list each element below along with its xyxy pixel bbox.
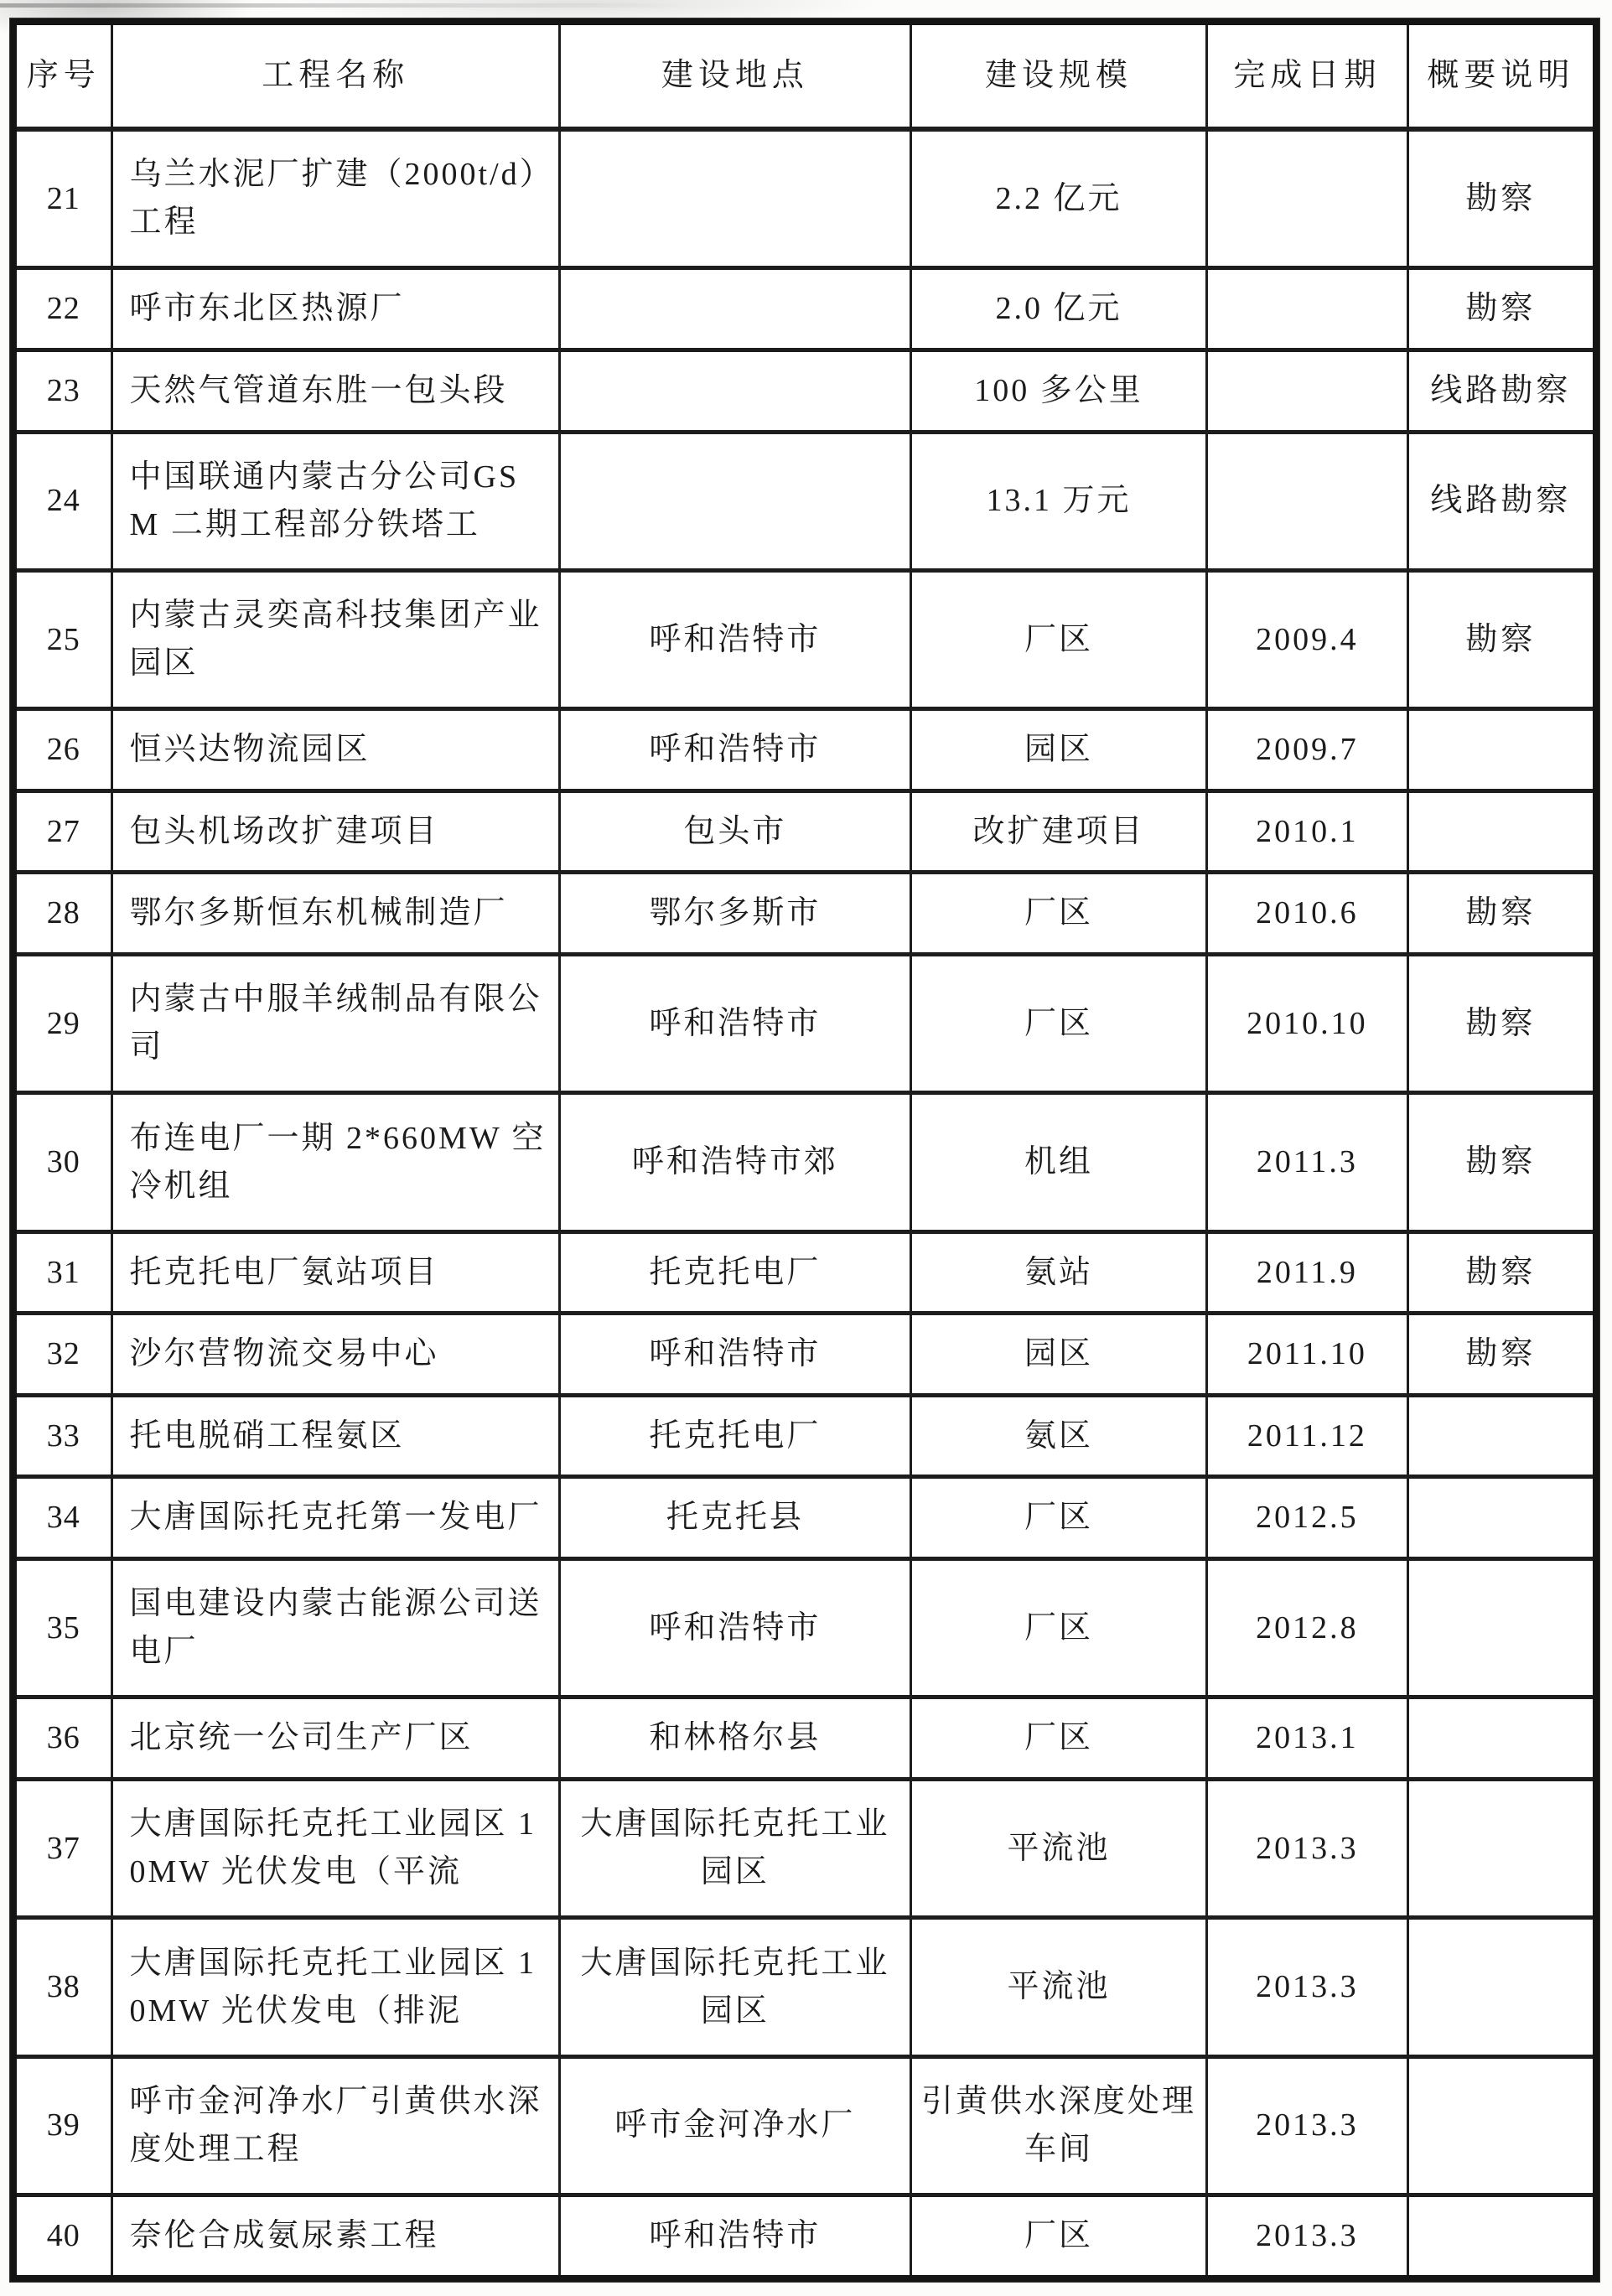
cell-date: 2012.8	[1207, 1559, 1408, 1697]
cell-name: 托克托电厂氨站项目	[111, 1231, 559, 1314]
scan-edge-artifact	[0, 3, 687, 8]
cell-scale: 氨区	[910, 1395, 1206, 1477]
cell-no: 34	[13, 1477, 111, 1559]
cell-scale: 引黄供水深度处理车间	[910, 2056, 1206, 2195]
cell-scale: 厂区	[910, 955, 1206, 1093]
cell-name: 大唐国际托克托工业园区 10MW 光伏发电（平流	[111, 1779, 559, 1917]
cell-location: 呼和浩特市	[559, 1559, 910, 1697]
cell-note	[1407, 2056, 1596, 2195]
cell-scale: 园区	[910, 709, 1206, 791]
header-row	[13, 22, 1596, 129]
cell-location: 呼市金河净水厂	[559, 2056, 910, 2195]
cell-scale: 园区	[910, 1314, 1206, 1396]
cell-no: 21	[13, 129, 111, 268]
cell-note: 勘察	[1407, 1231, 1596, 1314]
table-row	[13, 1395, 1596, 1477]
cell-date: 2013.3	[1207, 1918, 1408, 2056]
cell-location	[559, 268, 910, 350]
cell-no: 40	[13, 2195, 111, 2278]
cell-note: 勘察	[1407, 873, 1596, 955]
cell-date: 2013.3	[1207, 1779, 1408, 1917]
cell-no: 27	[13, 790, 111, 873]
cell-date: 2013.1	[1207, 1697, 1408, 1780]
cell-location: 大唐国际托克托工业园区	[559, 1918, 910, 2056]
cell-location: 和林格尔县	[559, 1697, 910, 1780]
cell-date	[1207, 129, 1408, 268]
cell-location	[559, 129, 910, 268]
cell-scale: 机组	[910, 1093, 1206, 1231]
cell-note	[1407, 1559, 1596, 1697]
cell-name: 国电建设内蒙古能源公司送电厂	[111, 1559, 559, 1697]
cell-name: 包头机场改扩建项目	[111, 790, 559, 873]
cell-name: 天然气管道东胜一包头段	[111, 350, 559, 433]
column-header-no: 序号	[13, 22, 111, 129]
table-header	[13, 22, 1596, 129]
cell-date: 2009.7	[1207, 709, 1408, 791]
cell-location: 呼和浩特市	[559, 955, 910, 1093]
cell-note	[1407, 709, 1596, 791]
cell-no: 29	[13, 955, 111, 1093]
table-row	[13, 2056, 1596, 2195]
cell-date: 2012.5	[1207, 1477, 1408, 1559]
cell-note: 勘察	[1407, 570, 1596, 708]
cell-name: 中国联通内蒙古分公司GSM 二期工程部分铁塔工	[111, 432, 559, 570]
table-body	[13, 129, 1596, 2278]
cell-note: 线路勘察	[1407, 350, 1596, 433]
cell-note	[1407, 1918, 1596, 2056]
table-row	[13, 350, 1596, 433]
cell-no: 26	[13, 709, 111, 791]
cell-no: 35	[13, 1559, 111, 1697]
cell-note	[1407, 1779, 1596, 1917]
cell-location: 托克托电厂	[559, 1231, 910, 1314]
cell-location: 呼和浩特市	[559, 709, 910, 791]
table-row	[13, 1231, 1596, 1314]
cell-note	[1407, 1395, 1596, 1477]
cell-no: 37	[13, 1779, 111, 1917]
cell-date: 2011.10	[1207, 1314, 1408, 1396]
cell-date	[1207, 350, 1408, 433]
cell-date: 2009.4	[1207, 570, 1408, 708]
cell-scale: 氨站	[910, 1231, 1206, 1314]
cell-no: 28	[13, 873, 111, 955]
cell-no: 24	[13, 432, 111, 570]
cell-scale: 13.1 万元	[910, 432, 1206, 570]
column-header-note: 概要说明	[1407, 22, 1596, 129]
table-row	[13, 2195, 1596, 2278]
table-row	[13, 955, 1596, 1093]
cell-no: 36	[13, 1697, 111, 1780]
cell-name: 奈伦合成氨尿素工程	[111, 2195, 559, 2278]
cell-name: 呼市东北区热源厂	[111, 268, 559, 350]
cell-location: 托克托电厂	[559, 1395, 910, 1477]
cell-no: 22	[13, 268, 111, 350]
column-header-date: 完成日期	[1207, 22, 1408, 129]
cell-location: 呼和浩特市郊	[559, 1093, 910, 1231]
cell-location: 包头市	[559, 790, 910, 873]
table-row	[13, 129, 1596, 268]
cell-scale: 100 多公里	[910, 350, 1206, 433]
cell-no: 39	[13, 2056, 111, 2195]
cell-name: 北京统一公司生产厂区	[111, 1697, 559, 1780]
cell-note	[1407, 2195, 1596, 2278]
cell-note: 勘察	[1407, 129, 1596, 268]
cell-date	[1207, 432, 1408, 570]
table-row	[13, 709, 1596, 791]
cell-note: 勘察	[1407, 1314, 1596, 1396]
cell-name: 乌兰水泥厂扩建（2000t/d）工程	[111, 129, 559, 268]
cell-no: 38	[13, 1918, 111, 2056]
table-row	[13, 873, 1596, 955]
cell-scale: 2.2 亿元	[910, 129, 1206, 268]
cell-location: 托克托县	[559, 1477, 910, 1559]
cell-date: 2010.1	[1207, 790, 1408, 873]
cell-name: 恒兴达物流园区	[111, 709, 559, 791]
cell-scale: 厂区	[910, 2195, 1206, 2278]
cell-location: 呼和浩特市	[559, 570, 910, 708]
cell-scale: 改扩建项目	[910, 790, 1206, 873]
table-row	[13, 268, 1596, 350]
table-row	[13, 1314, 1596, 1396]
cell-date: 2011.9	[1207, 1231, 1408, 1314]
table-row	[13, 432, 1596, 570]
cell-name: 布连电厂一期 2*660MW 空冷机组	[111, 1093, 559, 1231]
cell-note: 线路勘察	[1407, 432, 1596, 570]
cell-note: 勘察	[1407, 1093, 1596, 1231]
table-row	[13, 1477, 1596, 1559]
column-header-name: 工程名称	[111, 22, 559, 129]
table-row	[13, 1093, 1596, 1231]
table-row	[13, 790, 1596, 873]
cell-scale: 平流池	[910, 1918, 1206, 2056]
cell-location: 鄂尔多斯市	[559, 873, 910, 955]
cell-scale: 厂区	[910, 1697, 1206, 1780]
cell-location	[559, 432, 910, 570]
cell-no: 31	[13, 1231, 111, 1314]
table-row	[13, 1918, 1596, 2056]
cell-name: 呼市金河净水厂引黄供水深度处理工程	[111, 2056, 559, 2195]
cell-name: 鄂尔多斯恒东机械制造厂	[111, 873, 559, 955]
cell-name: 沙尔营物流交易中心	[111, 1314, 559, 1396]
cell-note: 勘察	[1407, 268, 1596, 350]
cell-no: 25	[13, 570, 111, 708]
cell-date: 2013.3	[1207, 2056, 1408, 2195]
cell-date: 2013.3	[1207, 2195, 1408, 2278]
cell-location: 大唐国际托克托工业园区	[559, 1779, 910, 1917]
cell-no: 33	[13, 1395, 111, 1477]
cell-scale: 2.0 亿元	[910, 268, 1206, 350]
cell-no: 23	[13, 350, 111, 433]
cell-scale: 厂区	[910, 873, 1206, 955]
column-header-location: 建设地点	[559, 22, 910, 129]
cell-name: 内蒙古中服羊绒制品有限公司	[111, 955, 559, 1093]
cell-note	[1407, 790, 1596, 873]
cell-date: 2010.6	[1207, 873, 1408, 955]
table-row	[13, 1779, 1596, 1917]
table-row	[13, 1559, 1596, 1697]
cell-note	[1407, 1477, 1596, 1559]
cell-no: 32	[13, 1314, 111, 1396]
cell-location: 呼和浩特市	[559, 2195, 910, 2278]
cell-name: 内蒙古灵奕高科技集团产业园区	[111, 570, 559, 708]
cell-scale: 厂区	[910, 1559, 1206, 1697]
cell-name: 大唐国际托克托工业园区 10MW 光伏发电（排泥	[111, 1918, 559, 2056]
cell-scale: 厂区	[910, 570, 1206, 708]
cell-scale: 厂区	[910, 1477, 1206, 1559]
cell-date: 2011.12	[1207, 1395, 1408, 1477]
cell-name: 托电脱硝工程氨区	[111, 1395, 559, 1477]
cell-name: 大唐国际托克托第一发电厂	[111, 1477, 559, 1559]
cell-scale: 平流池	[910, 1779, 1206, 1917]
cell-location: 呼和浩特市	[559, 1314, 910, 1396]
cell-date: 2011.3	[1207, 1093, 1408, 1231]
cell-note	[1407, 1697, 1596, 1780]
cell-location	[559, 350, 910, 433]
cell-date	[1207, 268, 1408, 350]
column-header-scale: 建设规模	[910, 22, 1206, 129]
projects-table	[10, 18, 1599, 2282]
table-row	[13, 570, 1596, 708]
cell-date: 2010.10	[1207, 955, 1408, 1093]
cell-note: 勘察	[1407, 955, 1596, 1093]
table-row	[13, 1697, 1596, 1780]
cell-no: 30	[13, 1093, 111, 1231]
